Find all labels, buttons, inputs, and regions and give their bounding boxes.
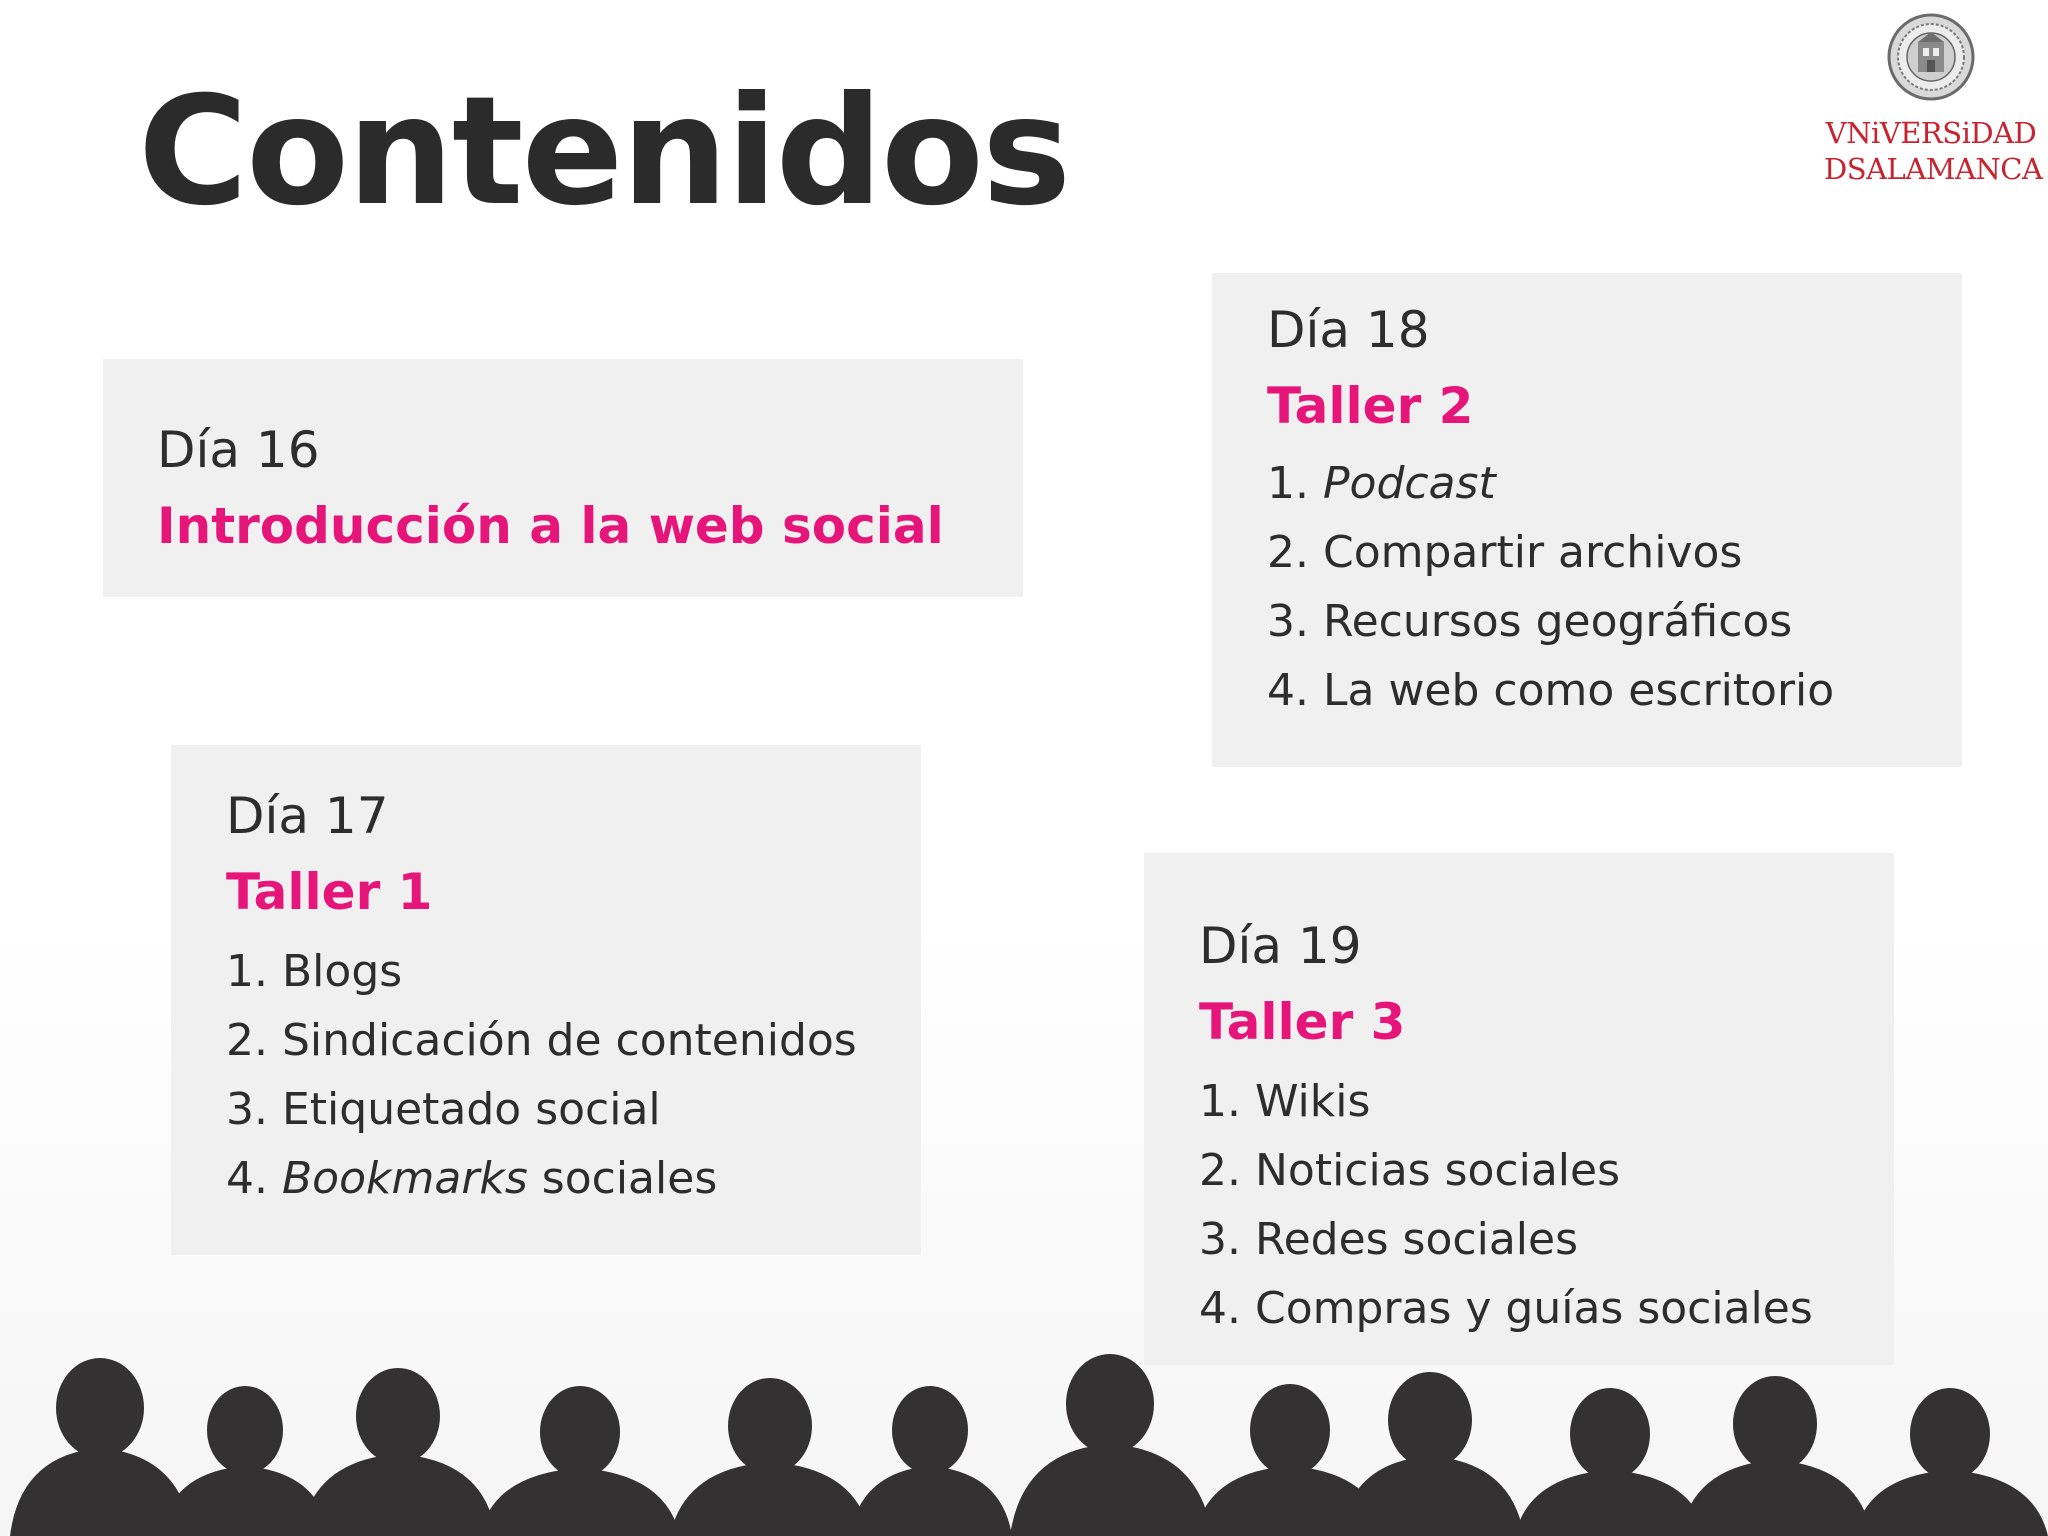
day-label: Día 18 [1267,301,1430,359]
list-item: 2. Sindicación de contenidos [226,1015,857,1066]
list-item: 1. Podcast [1267,458,1496,509]
day-16-box [103,359,1023,597]
day-19-box [1144,853,1894,1365]
audience-silhouettes-image [0,1350,2048,1536]
list-item: 3. Redes sociales [1199,1214,1579,1265]
day-heading: Taller 1 [226,863,433,921]
list-item: 2. Noticias sociales [1199,1145,1621,1196]
day-heading: Taller 2 [1267,377,1474,435]
day-18-box [1212,273,1962,767]
day-heading: Taller 3 [1199,993,1406,1051]
day-heading: Introducción a la web social [157,497,944,555]
list-item: 4. Bookmarks sociales [226,1153,718,1204]
topic-list [1267,449,1834,725]
list-item: 2. Compartir archivos [1267,527,1743,578]
list-item: 1. Blogs [226,946,403,997]
logo-text-line1: VNiVERSiDAD [1825,116,2037,150]
list-item: 3. Recursos geográficos [1267,596,1793,647]
list-item: 4. Compras y guías sociales [1199,1283,1813,1334]
day-label: Día 16 [157,421,320,479]
day-label: Día 17 [226,787,389,845]
slide-title: Contenidos [138,65,1070,239]
day-17-box [171,745,921,1255]
day-label: Día 19 [1199,917,1362,975]
seal-icon [1886,12,1976,102]
topic-list [226,937,857,1213]
logo-text-line2: DSALAMANCA [1824,152,2043,186]
list-item: 3. Etiquetado social [226,1084,661,1135]
university-logo [1824,12,2043,192]
list-item: 4. La web como escritorio [1267,665,1835,716]
topic-list [1199,1067,1813,1343]
list-item: 1. Wikis [1199,1076,1371,1127]
